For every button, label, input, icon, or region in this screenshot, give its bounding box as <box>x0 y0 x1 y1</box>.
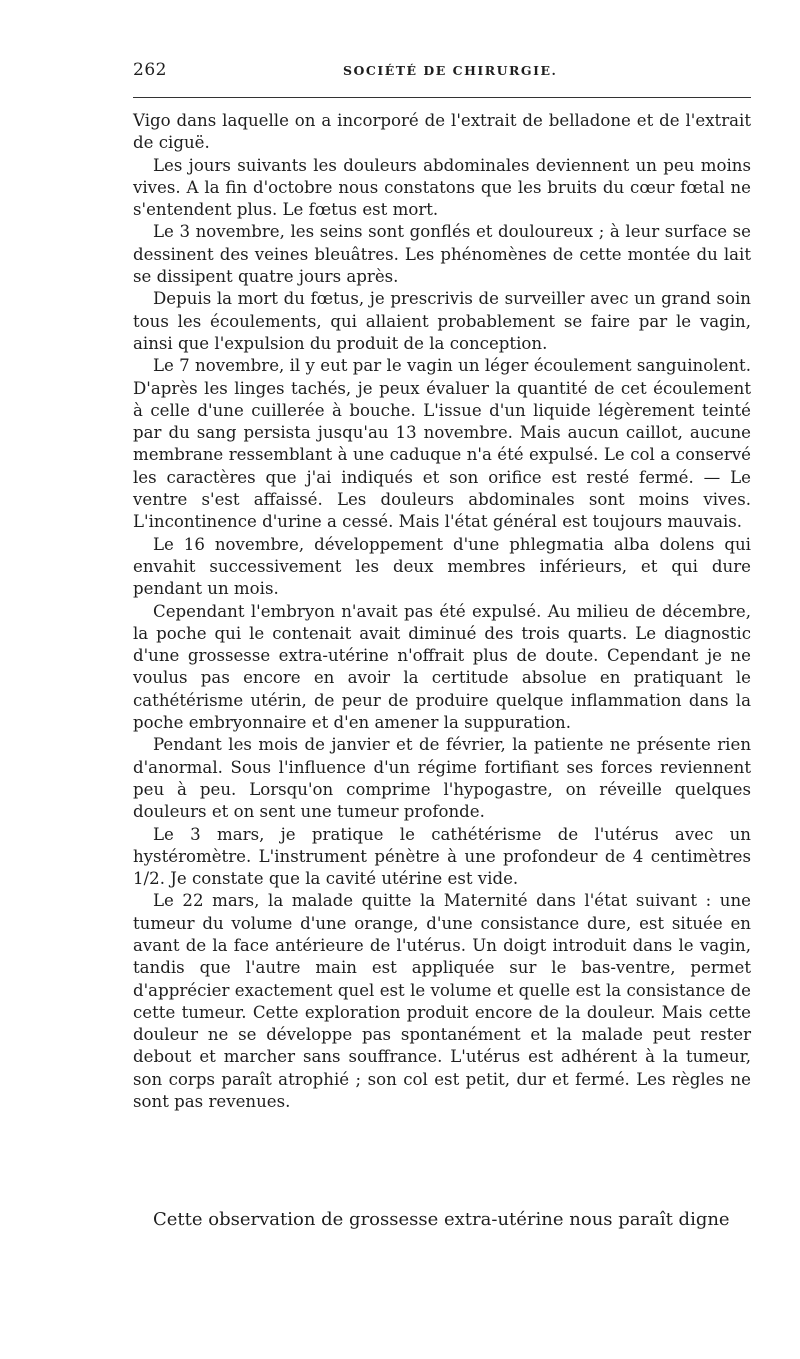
document-page <box>133 60 751 86</box>
paragraph-6: Le 16 novembre, développement d'une phlegmatia alba dolens qui envahit successivement les deux membres inférieurs, et qui dure pendant un mois. <box>133 534 751 599</box>
paragraph-5: Le 7 novembre, il y eut par le vagin un léger écoulement sanguinolent. D'après les linges tachés, je peux évaluer la quantité de cet écoulement à celle d'une cuillerée à bouche. L'issue d'un liquide légèrement teinté par du sang persista jusqu'au 13 novembre. Mais aucun caillot, aucune membrane ressemblant à une caduque n'a été expulsé. Le col a conservé les caractères que j'ai indiqués et son orifice est resté fermé. — Le ventre s'est affaissé. Les douleurs abdominales sont moins vives. L'incontinence d'urine a cessé. Mais l'état général est toujours mauvais. <box>133 356 751 532</box>
paragraph-4: Depuis la mort du fœtus, je prescrivis de surveiller avec un grand soin tous les écoulements, qui allaient probablement se faire par le vagin, ainsi que l'expulsion du produit de la conception. <box>133 289 751 353</box>
paragraph-9: Le 3 mars, je pratique le cathétérisme de l'utérus avec un hystéromètre. L'instrument pénètre à une profondeur de 4 centimètres 1/2. Je constate que la cavité utérine est vide. <box>133 824 751 889</box>
paragraph-8: Pendant les mois de janvier et de février, la patiente ne présente rien d'anormal. Sous l'influence d'un régime fortifiant ses forces reviennent peu à peu. Lorsqu'on comprime l'hypogastre, on réveille quelques douleurs et on sent une tumeur profonde. <box>133 735 751 822</box>
paragraph-7: Cependant l'embryon n'avait pas été expulsé. Au milieu de décembre, la poche qui le contenait avait diminué des trois quarts. Le diagnostic d'une grossesse extra-utérine n'offrait plus de doute. Cependant je ne voulus pas encore en avoir la certitude absolue en pratiquant le cathétérisme utérin, de peur de produire quelque inflammation dans la poche embryonnaire et d'en amener la suppuration. <box>133 601 751 733</box>
header-rule <box>133 97 751 98</box>
paragraph-1: Vigo dans laquelle on a incorporé de l'extrait de belladone et de l'extrait de ciguë. <box>133 111 751 153</box>
page-number: 262 <box>133 60 167 80</box>
running-head: SOCIÉTÉ DE CHIRURGIE. <box>343 63 558 78</box>
closing-line: Cette observation de grossesse extra-utérine nous paraît digne <box>153 1209 730 1230</box>
page-header <box>133 60 751 86</box>
paragraph-10: Le 22 mars, la malade quitte la Maternité dans l'état suivant : une tumeur du volume d'une orange, d'une consistance dure, est située en avant de la face antérieure de l'utérus. Un doigt introduit dans le vagin, tandis que l'autre main est appliquée sur le bas-ventre, permet d'apprécier exactement quel est le volume et quelle est la consistance de cette tumeur. Cette exploration produit encore de la douleur. Mais cette douleur ne se développe pas spontanément et la malade peut rester debout et marcher sans souffrance. L'utérus est adhérent à la tumeur, son corps paraît atrophié ; son col est petit, dur et fermé. Les règles ne sont pas revenues. <box>133 891 751 1112</box>
paragraph-3: Le 3 novembre, les seins sont gonflés et douloureux ; à leur surface se dessinent des veines bleuâtres. Les phénomènes de cette montée du lait se dissipent quatre jours après. <box>133 222 751 287</box>
body-text <box>133 110 751 1113</box>
paragraph-2: Les jours suivants les douleurs abdominales deviennent un peu moins vives. A la fin d'octobre nous constatons que les bruits du cœur fœtal ne s'entendent plus. Le fœtus est mort. <box>133 155 751 220</box>
